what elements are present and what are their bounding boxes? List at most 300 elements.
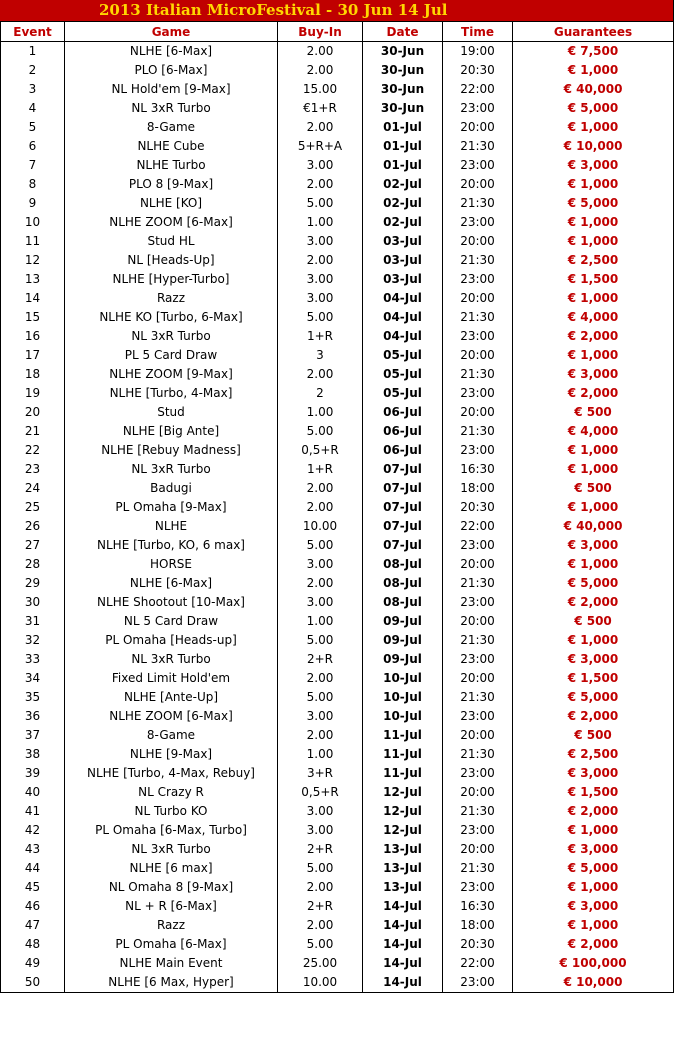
guarantee-cell: € 5,000 — [513, 574, 674, 593]
buyin-cell: 3.00 — [278, 270, 363, 289]
game-cell: NLHE Cube — [65, 137, 278, 156]
game-cell: PL Omaha [6-Max, Turbo] — [65, 821, 278, 840]
time-cell: 23:00 — [443, 973, 513, 993]
table-row — [1, 346, 674, 365]
date-cell: 02-Jul — [363, 175, 443, 194]
table-row — [1, 878, 674, 897]
date-cell: 02-Jul — [363, 213, 443, 232]
time-cell: 23:00 — [443, 536, 513, 555]
date-cell: 10-Jul — [363, 669, 443, 688]
game-cell: NL 5 Card Draw — [65, 612, 278, 631]
event-cell: 15 — [1, 308, 65, 327]
table-row — [1, 783, 674, 802]
game-cell: PL Omaha [9-Max] — [65, 498, 278, 517]
event-cell: 11 — [1, 232, 65, 251]
game-cell: Razz — [65, 916, 278, 935]
table-row — [1, 99, 674, 118]
guarantee-cell: € 3,000 — [513, 840, 674, 859]
table-row — [1, 327, 674, 346]
game-cell: NL 3xR Turbo — [65, 327, 278, 346]
game-cell: NLHE [6-Max] — [65, 574, 278, 593]
table-row — [1, 365, 674, 384]
header-event: Event — [1, 22, 65, 42]
event-cell: 49 — [1, 954, 65, 973]
buyin-cell: 25.00 — [278, 954, 363, 973]
table-row — [1, 745, 674, 764]
event-cell: 7 — [1, 156, 65, 175]
date-cell: 07-Jul — [363, 498, 443, 517]
time-cell: 19:00 — [443, 42, 513, 62]
buyin-cell: 5.00 — [278, 631, 363, 650]
buyin-cell: 2.00 — [278, 669, 363, 688]
buyin-cell: 2.00 — [278, 916, 363, 935]
time-cell: 23:00 — [443, 327, 513, 346]
event-cell: 44 — [1, 859, 65, 878]
buyin-cell: 2.00 — [278, 251, 363, 270]
guarantee-cell: € 1,000 — [513, 460, 674, 479]
guarantee-cell: € 1,000 — [513, 213, 674, 232]
date-cell: 01-Jul — [363, 156, 443, 175]
buyin-cell: 3.00 — [278, 707, 363, 726]
buyin-cell: 0,5+R — [278, 783, 363, 802]
date-cell: 14-Jul — [363, 973, 443, 993]
time-cell: 20:00 — [443, 232, 513, 251]
date-cell: 10-Jul — [363, 688, 443, 707]
guarantee-cell: € 7,500 — [513, 42, 674, 62]
time-cell: 18:00 — [443, 479, 513, 498]
guarantee-cell: € 40,000 — [513, 517, 674, 536]
game-cell: 8-Game — [65, 118, 278, 137]
table-row — [1, 669, 674, 688]
event-cell: 42 — [1, 821, 65, 840]
date-cell: 04-Jul — [363, 327, 443, 346]
time-cell: 21:30 — [443, 802, 513, 821]
game-cell: NLHE [Hyper-Turbo] — [65, 270, 278, 289]
guarantee-cell: € 5,000 — [513, 99, 674, 118]
date-cell: 30-Jun — [363, 42, 443, 62]
table-row — [1, 156, 674, 175]
guarantee-cell: € 1,000 — [513, 555, 674, 574]
event-cell: 46 — [1, 897, 65, 916]
game-cell: NLHE Turbo — [65, 156, 278, 175]
table-row — [1, 973, 674, 993]
time-cell: 16:30 — [443, 460, 513, 479]
guarantee-cell: € 1,500 — [513, 669, 674, 688]
header-game: Game — [65, 22, 278, 42]
time-cell: 20:00 — [443, 840, 513, 859]
event-cell: 5 — [1, 118, 65, 137]
buyin-cell: 3 — [278, 346, 363, 365]
table-row — [1, 403, 674, 422]
table-row — [1, 631, 674, 650]
buyin-cell: 3.00 — [278, 156, 363, 175]
guarantee-cell: € 10,000 — [513, 137, 674, 156]
event-cell: 12 — [1, 251, 65, 270]
table-row — [1, 289, 674, 308]
guarantee-cell: € 1,000 — [513, 289, 674, 308]
game-cell: Razz — [65, 289, 278, 308]
event-cell: 20 — [1, 403, 65, 422]
game-cell: PL Omaha [6-Max] — [65, 935, 278, 954]
time-cell: 20:30 — [443, 498, 513, 517]
event-cell: 45 — [1, 878, 65, 897]
guarantee-cell: € 5,000 — [513, 688, 674, 707]
buyin-cell: 2.00 — [278, 118, 363, 137]
game-cell: Stud — [65, 403, 278, 422]
buyin-cell: 15.00 — [278, 80, 363, 99]
event-cell: 3 — [1, 80, 65, 99]
guarantee-cell: € 5,000 — [513, 194, 674, 213]
game-cell: NL [Heads-Up] — [65, 251, 278, 270]
table-row — [1, 897, 674, 916]
date-cell: 13-Jul — [363, 840, 443, 859]
date-cell: 03-Jul — [363, 232, 443, 251]
game-cell: NLHE [Ante-Up] — [65, 688, 278, 707]
event-cell: 17 — [1, 346, 65, 365]
event-cell: 1 — [1, 42, 65, 62]
guarantee-cell: € 10,000 — [513, 973, 674, 993]
event-cell: 8 — [1, 175, 65, 194]
date-cell: 07-Jul — [363, 536, 443, 555]
event-cell: 40 — [1, 783, 65, 802]
date-cell: 01-Jul — [363, 137, 443, 156]
buyin-cell: 3.00 — [278, 802, 363, 821]
table-row — [1, 859, 674, 878]
event-cell: 19 — [1, 384, 65, 403]
table-row — [1, 479, 674, 498]
guarantee-cell: € 1,000 — [513, 631, 674, 650]
table-row — [1, 118, 674, 137]
date-cell: 14-Jul — [363, 935, 443, 954]
table-row — [1, 593, 674, 612]
guarantee-cell: € 1,000 — [513, 878, 674, 897]
buyin-cell: 2+R — [278, 840, 363, 859]
game-cell: Badugi — [65, 479, 278, 498]
time-cell: 23:00 — [443, 764, 513, 783]
game-cell: NLHE [Turbo, 4-Max] — [65, 384, 278, 403]
buyin-cell: 1+R — [278, 327, 363, 346]
table-row — [1, 517, 674, 536]
time-cell: 23:00 — [443, 593, 513, 612]
time-cell: 21:30 — [443, 308, 513, 327]
date-cell: 02-Jul — [363, 194, 443, 213]
game-cell: NLHE [Rebuy Madness] — [65, 441, 278, 460]
table-row — [1, 270, 674, 289]
game-cell: NL 3xR Turbo — [65, 99, 278, 118]
event-cell: 21 — [1, 422, 65, 441]
event-cell: 39 — [1, 764, 65, 783]
buyin-cell: 5.00 — [278, 688, 363, 707]
buyin-cell: 2.00 — [278, 726, 363, 745]
event-cell: 9 — [1, 194, 65, 213]
table-row — [1, 555, 674, 574]
event-cell: 43 — [1, 840, 65, 859]
time-cell: 21:30 — [443, 631, 513, 650]
buyin-cell: 1.00 — [278, 745, 363, 764]
game-cell: NL + R [6-Max] — [65, 897, 278, 916]
table-row — [1, 574, 674, 593]
date-cell: 11-Jul — [363, 726, 443, 745]
game-cell: PLO 8 [9-Max] — [65, 175, 278, 194]
game-cell: NLHE [Turbo, 4-Max, Rebuy] — [65, 764, 278, 783]
time-cell: 21:30 — [443, 574, 513, 593]
time-cell: 22:00 — [443, 954, 513, 973]
table-row — [1, 308, 674, 327]
guarantee-cell: € 2,000 — [513, 384, 674, 403]
table-row — [1, 498, 674, 517]
table-row — [1, 213, 674, 232]
table-row — [1, 935, 674, 954]
title-bar — [0, 0, 674, 21]
game-cell: PL 5 Card Draw — [65, 346, 278, 365]
guarantee-cell: € 1,500 — [513, 270, 674, 289]
header-buyin: Buy-In — [278, 22, 363, 42]
table-row — [1, 42, 674, 62]
date-cell: 09-Jul — [363, 650, 443, 669]
date-cell: 09-Jul — [363, 612, 443, 631]
game-cell: NLHE [Turbo, KO, 6 max] — [65, 536, 278, 555]
date-cell: 10-Jul — [363, 707, 443, 726]
game-cell: NLHE [6-Max] — [65, 42, 278, 62]
guarantee-cell: € 100,000 — [513, 954, 674, 973]
buyin-cell: 1.00 — [278, 213, 363, 232]
table-row — [1, 916, 674, 935]
time-cell: 20:00 — [443, 403, 513, 422]
time-cell: 21:30 — [443, 422, 513, 441]
time-cell: 23:00 — [443, 707, 513, 726]
guarantee-cell: € 3,000 — [513, 365, 674, 384]
game-cell: NL 3xR Turbo — [65, 840, 278, 859]
event-cell: 38 — [1, 745, 65, 764]
table-row — [1, 232, 674, 251]
guarantee-cell: € 2,000 — [513, 802, 674, 821]
guarantee-cell: € 2,500 — [513, 251, 674, 270]
time-cell: 20:00 — [443, 612, 513, 631]
date-cell: 30-Jun — [363, 80, 443, 99]
buyin-cell: 5+R+A — [278, 137, 363, 156]
game-cell: NLHE Main Event — [65, 954, 278, 973]
guarantee-cell: € 1,500 — [513, 783, 674, 802]
game-cell: NLHE ZOOM [9-Max] — [65, 365, 278, 384]
game-cell: NLHE [9-Max] — [65, 745, 278, 764]
guarantee-cell: € 500 — [513, 403, 674, 422]
buyin-cell: 5.00 — [278, 308, 363, 327]
schedule-table — [0, 21, 674, 993]
buyin-cell: 5.00 — [278, 536, 363, 555]
date-cell: 05-Jul — [363, 384, 443, 403]
date-cell: 05-Jul — [363, 346, 443, 365]
table-row — [1, 175, 674, 194]
guarantee-cell: € 2,000 — [513, 593, 674, 612]
date-cell: 12-Jul — [363, 802, 443, 821]
event-cell: 41 — [1, 802, 65, 821]
header-time: Time — [443, 22, 513, 42]
table-row — [1, 650, 674, 669]
header-row — [1, 22, 674, 42]
time-cell: 20:00 — [443, 118, 513, 137]
buyin-cell: 2.00 — [278, 878, 363, 897]
guarantee-cell: € 1,000 — [513, 916, 674, 935]
game-cell: NLHE ZOOM [6-Max] — [65, 213, 278, 232]
time-cell: 20:30 — [443, 935, 513, 954]
date-cell: 05-Jul — [363, 365, 443, 384]
time-cell: 21:30 — [443, 251, 513, 270]
time-cell: 20:00 — [443, 555, 513, 574]
game-cell: PL Omaha [Heads-up] — [65, 631, 278, 650]
date-cell: 06-Jul — [363, 403, 443, 422]
event-cell: 50 — [1, 973, 65, 993]
date-cell: 12-Jul — [363, 821, 443, 840]
buyin-cell: 3.00 — [278, 593, 363, 612]
guarantee-cell: € 1,000 — [513, 175, 674, 194]
time-cell: 21:30 — [443, 365, 513, 384]
table-row — [1, 802, 674, 821]
event-cell: 28 — [1, 555, 65, 574]
table-row — [1, 726, 674, 745]
guarantee-cell: € 3,000 — [513, 156, 674, 175]
time-cell: 23:00 — [443, 878, 513, 897]
time-cell: 23:00 — [443, 384, 513, 403]
event-cell: 31 — [1, 612, 65, 631]
date-cell: 06-Jul — [363, 422, 443, 441]
event-cell: 47 — [1, 916, 65, 935]
game-cell: HORSE — [65, 555, 278, 574]
table-row — [1, 194, 674, 213]
game-cell: NLHE [KO] — [65, 194, 278, 213]
guarantee-cell: € 3,000 — [513, 536, 674, 555]
guarantee-cell: € 500 — [513, 479, 674, 498]
event-cell: 35 — [1, 688, 65, 707]
buyin-cell: 2.00 — [278, 365, 363, 384]
guarantee-cell: € 2,000 — [513, 935, 674, 954]
guarantee-cell: € 2,000 — [513, 327, 674, 346]
event-cell: 22 — [1, 441, 65, 460]
event-cell: 2 — [1, 61, 65, 80]
table-row — [1, 137, 674, 156]
guarantee-cell: € 1,000 — [513, 346, 674, 365]
game-cell: NLHE ZOOM [6-Max] — [65, 707, 278, 726]
game-cell: NL Omaha 8 [9-Max] — [65, 878, 278, 897]
time-cell: 23:00 — [443, 156, 513, 175]
table-row — [1, 688, 674, 707]
guarantee-cell: € 1,000 — [513, 61, 674, 80]
time-cell: 21:30 — [443, 194, 513, 213]
time-cell: 23:00 — [443, 270, 513, 289]
date-cell: 30-Jun — [363, 99, 443, 118]
buyin-cell: 2+R — [278, 650, 363, 669]
buyin-cell: 3.00 — [278, 289, 363, 308]
date-cell: 03-Jul — [363, 251, 443, 270]
time-cell: 23:00 — [443, 441, 513, 460]
guarantee-cell: € 3,000 — [513, 764, 674, 783]
guarantee-cell: € 3,000 — [513, 650, 674, 669]
date-cell: 01-Jul — [363, 118, 443, 137]
table-row — [1, 536, 674, 555]
date-cell: 08-Jul — [363, 593, 443, 612]
header-date: Date — [363, 22, 443, 42]
game-cell: NL Crazy R — [65, 783, 278, 802]
time-cell: 23:00 — [443, 821, 513, 840]
game-cell: NL Hold'em [9-Max] — [65, 80, 278, 99]
buyin-cell: 2 — [278, 384, 363, 403]
buyin-cell: 1.00 — [278, 403, 363, 422]
table-row — [1, 821, 674, 840]
buyin-cell: 3.00 — [278, 555, 363, 574]
time-cell: 20:00 — [443, 346, 513, 365]
game-cell: PLO [6-Max] — [65, 61, 278, 80]
buyin-cell: 5.00 — [278, 935, 363, 954]
guarantee-cell: € 500 — [513, 612, 674, 631]
buyin-cell: 5.00 — [278, 859, 363, 878]
buyin-cell: 10.00 — [278, 973, 363, 993]
buyin-cell: 5.00 — [278, 194, 363, 213]
buyin-cell: 2.00 — [278, 498, 363, 517]
event-cell: 10 — [1, 213, 65, 232]
event-cell: 32 — [1, 631, 65, 650]
buyin-cell: 2.00 — [278, 479, 363, 498]
buyin-cell: 2+R — [278, 897, 363, 916]
buyin-cell: €1+R — [278, 99, 363, 118]
game-cell: Fixed Limit Hold'em — [65, 669, 278, 688]
date-cell: 13-Jul — [363, 878, 443, 897]
date-cell: 13-Jul — [363, 859, 443, 878]
table-row — [1, 422, 674, 441]
event-cell: 23 — [1, 460, 65, 479]
guarantee-cell: € 2,000 — [513, 707, 674, 726]
game-cell: NL 3xR Turbo — [65, 650, 278, 669]
event-cell: 37 — [1, 726, 65, 745]
time-cell: 23:00 — [443, 650, 513, 669]
time-cell: 20:00 — [443, 289, 513, 308]
event-cell: 48 — [1, 935, 65, 954]
game-cell: NLHE [6 max] — [65, 859, 278, 878]
date-cell: 12-Jul — [363, 783, 443, 802]
event-cell: 6 — [1, 137, 65, 156]
event-cell: 29 — [1, 574, 65, 593]
event-cell: 25 — [1, 498, 65, 517]
buyin-cell: 5.00 — [278, 422, 363, 441]
table-row — [1, 80, 674, 99]
table-row — [1, 840, 674, 859]
date-cell: 08-Jul — [363, 574, 443, 593]
date-cell: 06-Jul — [363, 441, 443, 460]
table-row — [1, 612, 674, 631]
time-cell: 23:00 — [443, 99, 513, 118]
buyin-cell: 10.00 — [278, 517, 363, 536]
date-cell: 14-Jul — [363, 897, 443, 916]
table-row — [1, 460, 674, 479]
date-cell: 30-Jun — [363, 61, 443, 80]
guarantee-cell: € 1,000 — [513, 232, 674, 251]
schedule-rows — [1, 42, 674, 993]
time-cell: 20:00 — [443, 175, 513, 194]
time-cell: 20:00 — [443, 669, 513, 688]
event-cell: 18 — [1, 365, 65, 384]
event-cell: 34 — [1, 669, 65, 688]
table-row — [1, 251, 674, 270]
event-cell: 14 — [1, 289, 65, 308]
game-cell: 8-Game — [65, 726, 278, 745]
guarantee-cell: € 40,000 — [513, 80, 674, 99]
buyin-cell: 0,5+R — [278, 441, 363, 460]
header-guarantees: Guarantees — [513, 22, 674, 42]
date-cell: 14-Jul — [363, 954, 443, 973]
table-row — [1, 384, 674, 403]
event-cell: 26 — [1, 517, 65, 536]
date-cell: 04-Jul — [363, 308, 443, 327]
date-cell: 07-Jul — [363, 479, 443, 498]
buyin-cell: 1+R — [278, 460, 363, 479]
